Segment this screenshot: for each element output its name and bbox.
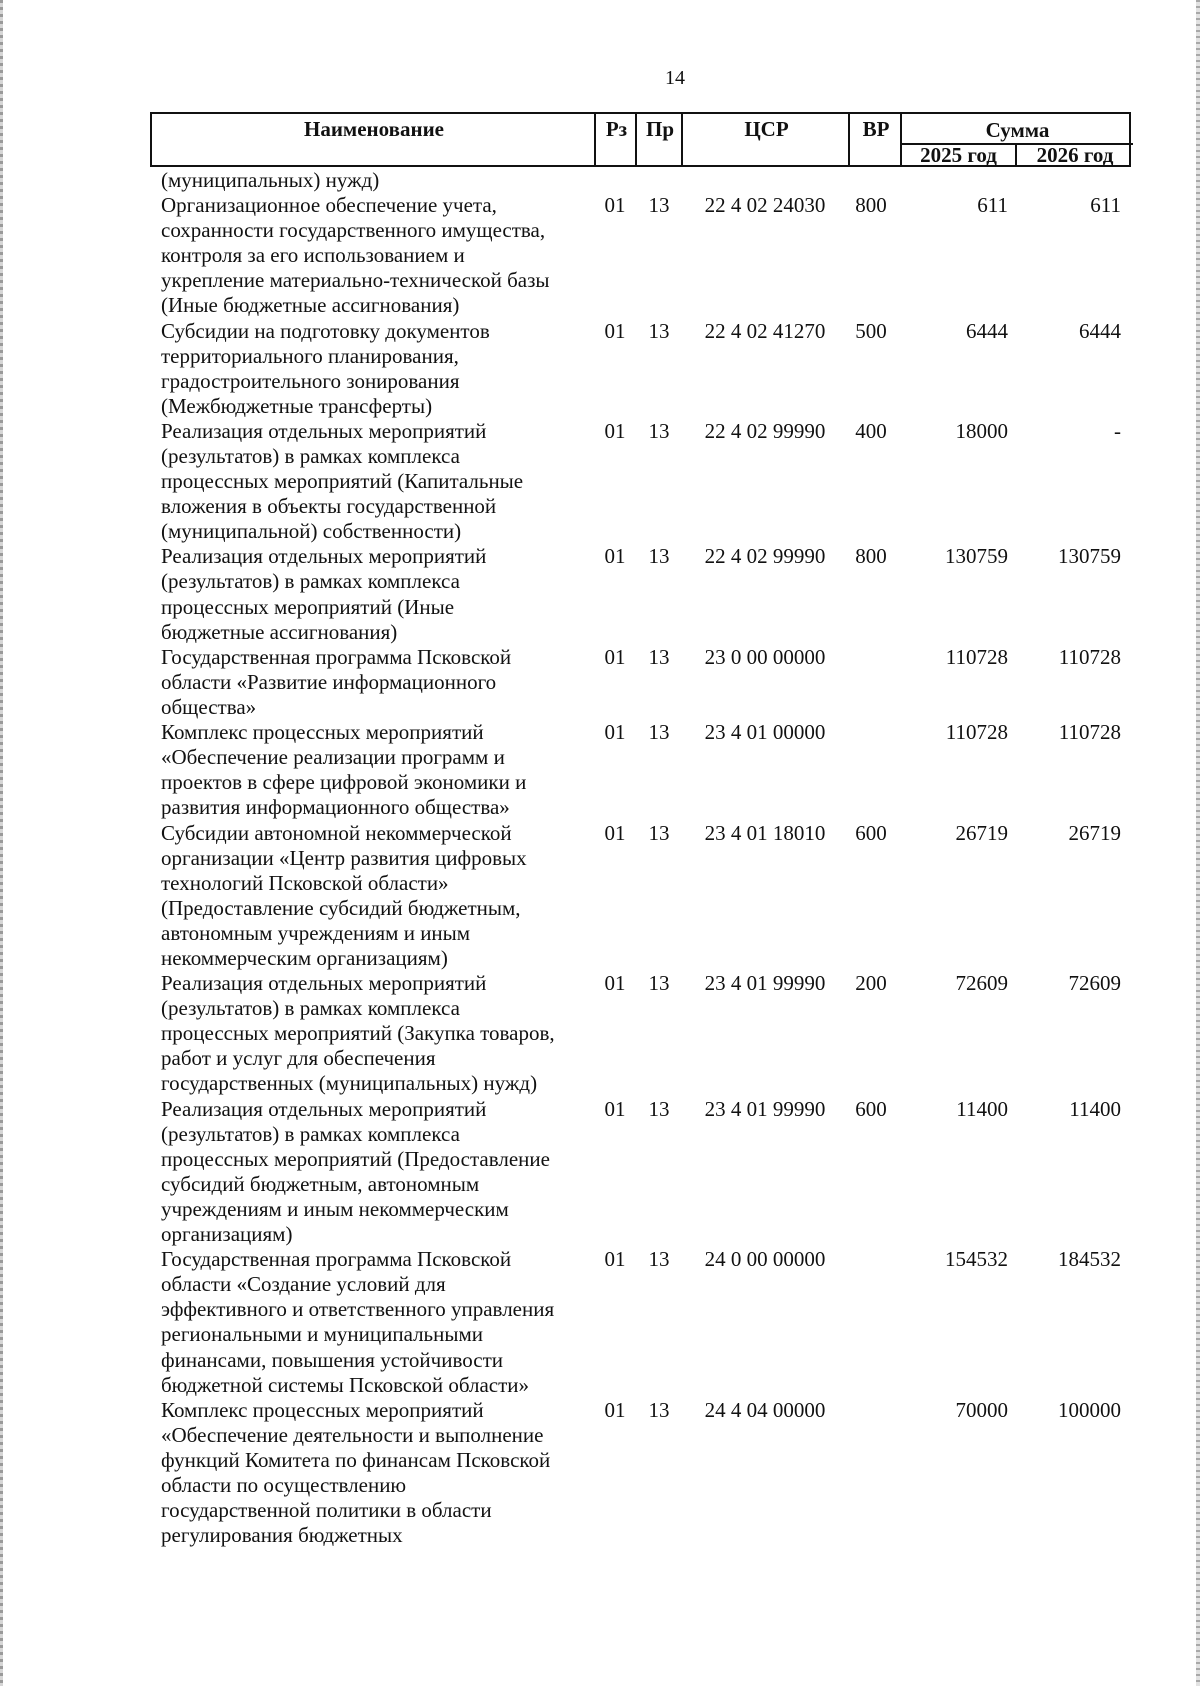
row-sum-2025: 70000: [955, 1397, 1008, 1422]
row-pr: 13: [648, 820, 670, 845]
row-sum-2026: 100000: [1058, 1397, 1121, 1422]
row-sum-2025: 110728: [945, 720, 1008, 745]
row-vr: 500: [855, 318, 887, 343]
row-vr: 600: [855, 1096, 887, 1121]
header-pr-label: Пр: [645, 117, 674, 141]
row-pr: 13: [648, 971, 670, 996]
row-csr: 22 4 02 99990: [704, 544, 826, 569]
header-csr-label: ЦСР: [744, 117, 789, 141]
row-rz: 01: [604, 1247, 626, 1272]
row-pr: 13: [648, 193, 670, 217]
row-csr: 22 4 02 41270: [704, 318, 826, 343]
row-sum-2025: 611: [977, 193, 1008, 217]
row-sum-2026: 6444: [1079, 318, 1121, 343]
row-pr: 13: [648, 1397, 670, 1422]
row-vr: 400: [855, 418, 887, 443]
header-summa-label: Сумма: [985, 118, 1050, 142]
row-rz: 01: [604, 720, 626, 745]
row-sum-2026: 611: [1090, 193, 1121, 217]
row-sum-2025: 72609: [955, 971, 1008, 996]
row-sum-2026: 130759: [1058, 544, 1121, 569]
row-name: Государственная программа Псковской области «Развитие информационного общества»: [161, 644, 512, 719]
header-vr-label: ВР: [862, 117, 890, 141]
row-sum-2025: 130759: [945, 544, 1008, 569]
row-csr: 24 0 00 00000: [704, 1247, 826, 1272]
row-csr: 24 4 04 00000: [704, 1397, 826, 1422]
row-sum-2026: 110728: [1058, 644, 1121, 669]
row-rz: 01: [604, 418, 626, 443]
row-pr: 13: [648, 644, 670, 669]
row-vr: 800: [855, 544, 887, 569]
row-rz: 01: [604, 971, 626, 996]
row-pr: 13: [648, 720, 670, 745]
row-sum-2025: 26719: [955, 820, 1008, 845]
row-csr: 23 4 01 00000: [704, 720, 826, 745]
row-name: Комплекс процессных мероприятий «Обеспечение реализации программ и проектов в сфере цифровой экономики и развития информационного общества»: [161, 720, 527, 820]
row-name: Реализация отдельных мероприятий (результатов) в рамках комплекса процессных мероприятий (Закупка товаров, работ и услуг для обеспечения государственных (муниципальных) нужд): [161, 971, 555, 1096]
row-sum-2025: 11400: [956, 1096, 1008, 1121]
continuation-text: (муниципальных) нужд): [161, 168, 380, 192]
scan-edge-right: [1196, 0, 1200, 1686]
row-sum-2026: 72609: [1068, 971, 1121, 996]
row-name: Реализация отдельных мероприятий (результатов) в рамках комплекса процессных мероприятий (Капитальные вложения в объекты государственной (муниципальной) собственности): [161, 418, 524, 544]
row-csr: 23 0 00 00000: [704, 644, 826, 669]
row-name: Организационное обеспечение учета, сохранности государственного имущества, контроля за его использованием и укрепление материально-технической базы (Иные бюджетные ассигнования): [161, 193, 550, 318]
row-sum-2026: 11400: [1069, 1096, 1121, 1121]
row-sum-2026: 26719: [1068, 820, 1121, 845]
header-year-2025: 2025 год: [920, 143, 997, 167]
row-rz: 01: [604, 820, 626, 845]
row-pr: 13: [648, 318, 670, 343]
row-name: Реализация отдельных мероприятий (результатов) в рамках комплекса процессных мероприятий (Предоставление субсидий бюджетным, автономным учреждениям и иным некоммерческим организациям): [161, 1096, 550, 1247]
row-pr: 13: [648, 544, 670, 569]
row-sum-2025: 18000: [955, 418, 1008, 443]
row-sum-2025: 6444: [966, 318, 1008, 343]
row-name: Государственная программа Псковской области «Создание условий для эффективного и ответственного управления региональными и муниципальными финансами, повышения устойчивости бюджетной системы Псковской области»: [161, 1247, 555, 1397]
row-name: Реализация отдельных мероприятий (результатов) в рамках комплекса процессных мероприятий (Иные бюджетные ассигнования): [161, 544, 487, 644]
row-sum-2026: -: [1114, 418, 1121, 443]
header-rz-label: Рз: [605, 117, 628, 141]
table-header: [150, 112, 1131, 167]
row-sum-2026: 184532: [1058, 1247, 1121, 1272]
row-name: Субсидии автономной некоммерческой организации «Центр развития цифровых технологий Псковской области» (Предоставление субсидий бюджетным, автономным учреждениям и иным некоммерческим организациям): [161, 820, 527, 970]
row-rz: 01: [604, 193, 626, 217]
row-pr: 13: [648, 1247, 670, 1272]
row-rz: 01: [604, 644, 626, 669]
row-sum-2026: 110728: [1058, 720, 1121, 745]
row-csr: 23 4 01 99990: [704, 971, 826, 996]
row-sum-2025: 110728: [945, 644, 1008, 669]
row-csr: 22 4 02 24030: [704, 193, 826, 217]
row-rz: 01: [604, 1397, 626, 1422]
row-rz: 01: [604, 318, 626, 343]
row-vr: 200: [855, 971, 887, 996]
scan-edge-left: [0, 0, 3, 1686]
header-year-2026: 2026 год: [1036, 143, 1114, 167]
row-rz: 01: [604, 1096, 626, 1121]
row-rz: 01: [604, 544, 626, 569]
row-pr: 13: [648, 1096, 670, 1121]
row-pr: 13: [648, 418, 670, 443]
row-csr: 23 4 01 99990: [704, 1096, 826, 1121]
row-vr: 600: [855, 820, 887, 845]
row-csr: 22 4 02 99990: [704, 418, 826, 443]
row-name: Субсидии на подготовку документов территориального планирования, градостроительного зонирования (Межбюджетные трансферты): [161, 318, 490, 418]
row-name: Комплекс процессных мероприятий «Обеспечение деятельности и выполнение функций Комитета по финансам Псковской области по осуществлению государственной политики в области регулирования бюджетных: [161, 1397, 551, 1548]
header-name-label: Наименование: [304, 117, 444, 141]
row-vr: 800: [855, 193, 887, 217]
row-csr: 23 4 01 18010: [704, 820, 826, 845]
page-number: 14: [665, 67, 685, 89]
row-sum-2025: 154532: [945, 1247, 1008, 1272]
